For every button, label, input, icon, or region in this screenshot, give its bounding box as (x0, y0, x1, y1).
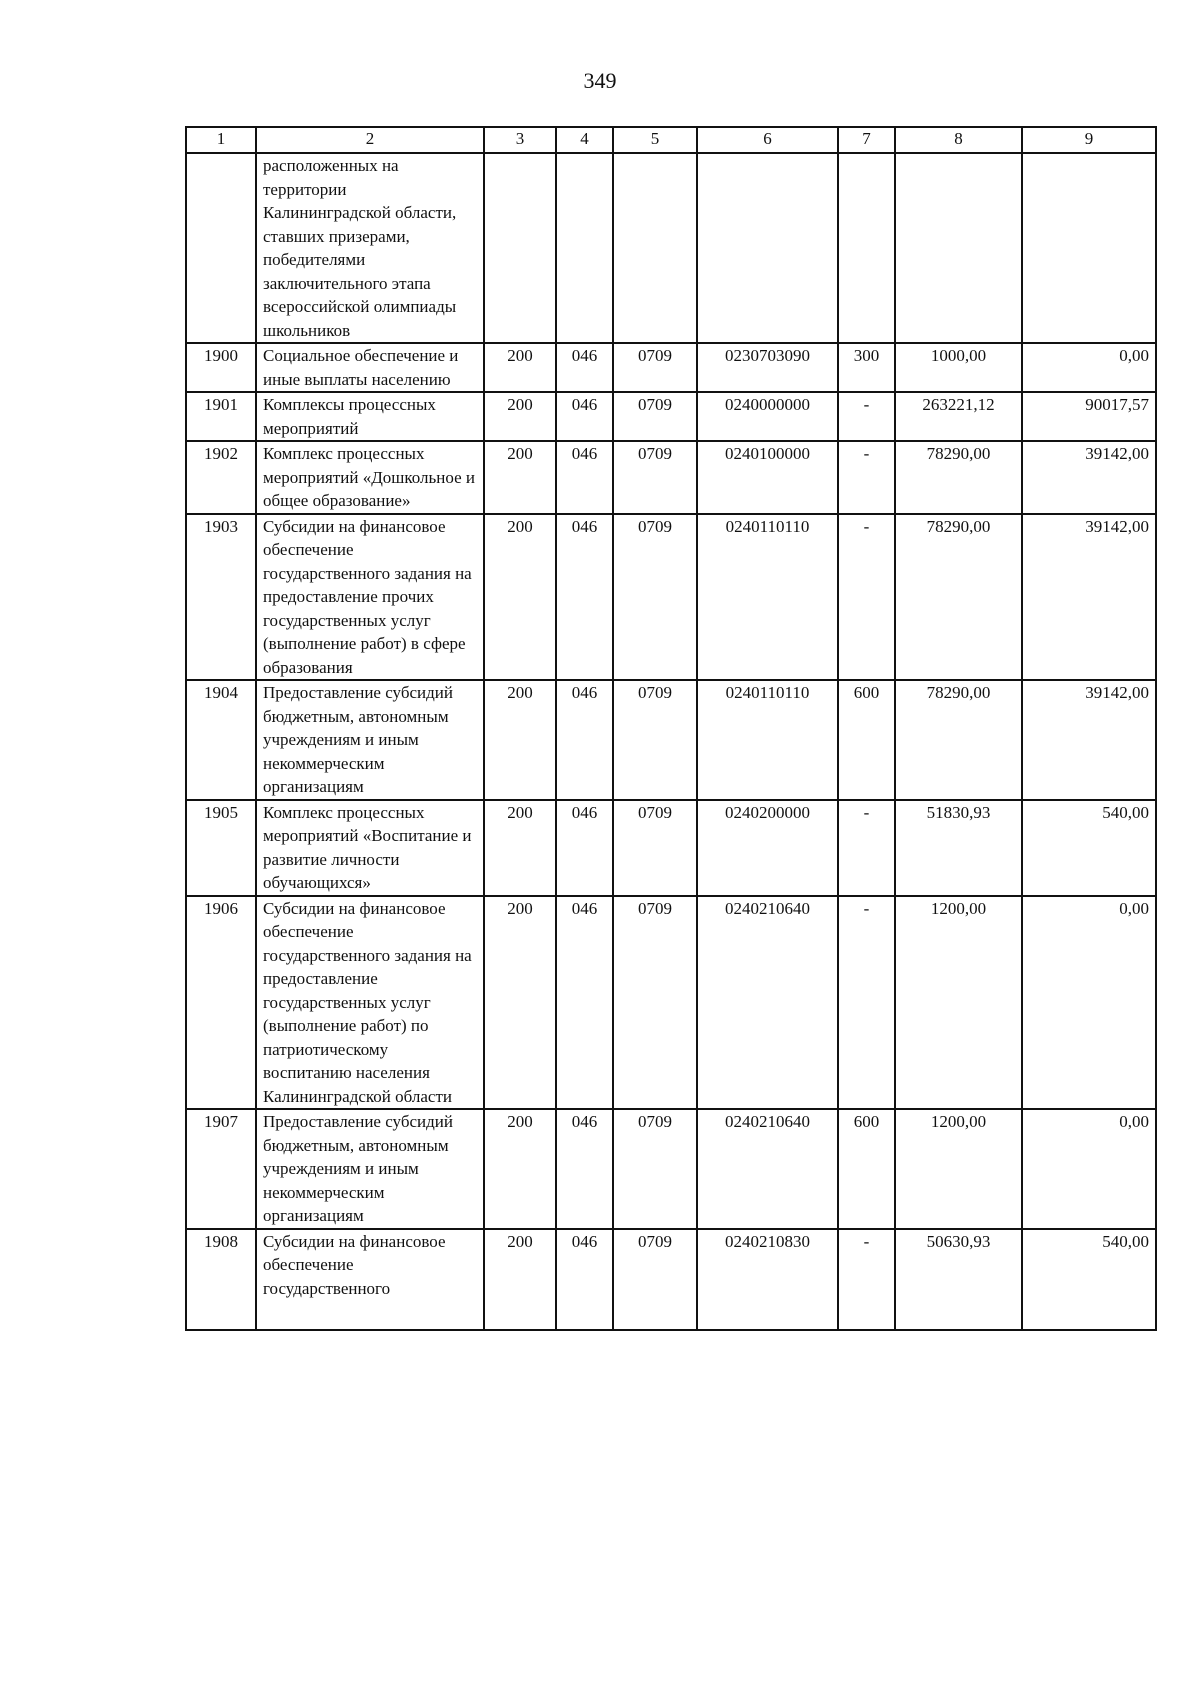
table-row (186, 153, 1156, 343)
row-col-3: 200 (484, 392, 556, 441)
row-col-5: 0709 (613, 343, 697, 392)
table-row (186, 1109, 1156, 1229)
row-col-3: 200 (484, 680, 556, 800)
row-name: Субсидии на финансовое обеспечение государственного задания на предоставление прочих государственных услуг (выполнение работ) в сфере образования (256, 514, 484, 681)
row-col-7: - (838, 514, 895, 681)
row-col-6: 0240210640 (697, 896, 838, 1110)
page-number: 349 (583, 68, 617, 93)
row-col-6: 0240110110 (697, 514, 838, 681)
column-header-7: 7 (838, 127, 895, 153)
row-number: 1908 (186, 1229, 256, 1330)
row-col-6: 0240100000 (697, 441, 838, 514)
row-number: 1901 (186, 392, 256, 441)
column-header-5: 5 (613, 127, 697, 153)
row-name: Предоставление субсидий бюджетным, автономным учреждениям и иным некоммерческим организациям (256, 1109, 484, 1229)
row-col-4: 046 (556, 680, 613, 800)
row-col-6: 0240110110 (697, 680, 838, 800)
row-col-9: 540,00 (1022, 1229, 1156, 1330)
row-col-6: 0240210830 (697, 1229, 838, 1330)
row-col-3: 200 (484, 514, 556, 681)
row-col-9: 39142,00 (1022, 441, 1156, 514)
row-col-9: 0,00 (1022, 343, 1156, 392)
row-col-3: 200 (484, 441, 556, 514)
row-col-3: 200 (484, 896, 556, 1110)
row-name: Субсидии на финансовое обеспечение государственного (256, 1229, 484, 1330)
row-col-9: 0,00 (1022, 896, 1156, 1110)
table-row (186, 441, 1156, 514)
row-col-6 (697, 153, 838, 343)
column-header-8: 8 (895, 127, 1022, 153)
row-col-9: 540,00 (1022, 800, 1156, 896)
row-col-5: 0709 (613, 441, 697, 514)
row-col-3: 200 (484, 1109, 556, 1229)
table-row (186, 896, 1156, 1110)
row-number: 1900 (186, 343, 256, 392)
row-name: Предоставление субсидий бюджетным, автономным учреждениям и иным некоммерческим организациям (256, 680, 484, 800)
header-row (186, 127, 1156, 153)
table-row (186, 1229, 1156, 1330)
row-col-6: 0240210640 (697, 1109, 838, 1229)
row-col-7: 600 (838, 1109, 895, 1229)
row-number (186, 153, 256, 343)
row-number: 1902 (186, 441, 256, 514)
row-col-5: 0709 (613, 514, 697, 681)
column-header-3: 3 (484, 127, 556, 153)
table-row (186, 680, 1156, 800)
row-col-6: 0230703090 (697, 343, 838, 392)
row-col-8: 78290,00 (895, 680, 1022, 800)
row-col-9: 0,00 (1022, 1109, 1156, 1229)
row-col-8: 78290,00 (895, 514, 1022, 681)
column-header-4: 4 (556, 127, 613, 153)
row-col-8: 78290,00 (895, 441, 1022, 514)
table-row (186, 343, 1156, 392)
row-col-7: - (838, 1229, 895, 1330)
row-col-8 (895, 153, 1022, 343)
row-name: Комплексы процессных мероприятий (256, 392, 484, 441)
table-row (186, 392, 1156, 441)
row-col-4: 046 (556, 514, 613, 681)
row-name: Социальное обеспечение и иные выплаты населению (256, 343, 484, 392)
row-col-4: 046 (556, 343, 613, 392)
row-col-7: - (838, 441, 895, 514)
row-col-4: 046 (556, 441, 613, 514)
row-col-5: 0709 (613, 800, 697, 896)
table-row (186, 514, 1156, 681)
row-col-5: 0709 (613, 896, 697, 1110)
row-col-5 (613, 153, 697, 343)
row-col-4: 046 (556, 1109, 613, 1229)
row-col-7: - (838, 800, 895, 896)
row-col-8: 51830,93 (895, 800, 1022, 896)
row-col-4 (556, 153, 613, 343)
row-col-3: 200 (484, 800, 556, 896)
row-col-5: 0709 (613, 1109, 697, 1229)
row-number: 1906 (186, 896, 256, 1110)
row-col-9: 39142,00 (1022, 514, 1156, 681)
row-name: расположенных на территории Калининградской области, ставших призерами, победителями заключительного этапа всероссийской олимпиады школьников (256, 153, 484, 343)
row-number: 1905 (186, 800, 256, 896)
row-col-8: 50630,93 (895, 1229, 1022, 1330)
row-col-4: 046 (556, 1229, 613, 1330)
column-header-9: 9 (1022, 127, 1156, 153)
row-col-9 (1022, 153, 1156, 343)
row-col-3 (484, 153, 556, 343)
column-header-1: 1 (186, 127, 256, 153)
row-col-3: 200 (484, 343, 556, 392)
row-col-5: 0709 (613, 680, 697, 800)
row-col-6: 0240200000 (697, 800, 838, 896)
row-number: 1907 (186, 1109, 256, 1229)
row-name: Субсидии на финансовое обеспечение государственного задания на предоставление государственных услуг (выполнение работ) по патриотическому воспитанию населения Калининградской области (256, 896, 484, 1110)
row-col-9: 90017,57 (1022, 392, 1156, 441)
row-col-7 (838, 153, 895, 343)
row-col-8: 1200,00 (895, 896, 1022, 1110)
row-col-8: 1000,00 (895, 343, 1022, 392)
row-col-7: 300 (838, 343, 895, 392)
row-col-7: - (838, 392, 895, 441)
budget-table (185, 126, 1157, 1331)
row-col-4: 046 (556, 800, 613, 896)
row-col-8: 263221,12 (895, 392, 1022, 441)
row-col-6: 0240000000 (697, 392, 838, 441)
row-col-7: 600 (838, 680, 895, 800)
row-name: Комплекс процессных мероприятий «Дошкольное и общее образование» (256, 441, 484, 514)
row-col-7: - (838, 896, 895, 1110)
row-number: 1904 (186, 680, 256, 800)
column-header-2: 2 (256, 127, 484, 153)
table-row (186, 800, 1156, 896)
row-name: Комплекс процессных мероприятий «Воспитание и развитие личности обучающихся» (256, 800, 484, 896)
row-col-3: 200 (484, 1229, 556, 1330)
column-header-6: 6 (697, 127, 838, 153)
row-col-8: 1200,00 (895, 1109, 1022, 1229)
row-col-5: 0709 (613, 1229, 697, 1330)
row-number: 1903 (186, 514, 256, 681)
row-col-4: 046 (556, 392, 613, 441)
row-col-9: 39142,00 (1022, 680, 1156, 800)
row-col-4: 046 (556, 896, 613, 1110)
row-col-5: 0709 (613, 392, 697, 441)
